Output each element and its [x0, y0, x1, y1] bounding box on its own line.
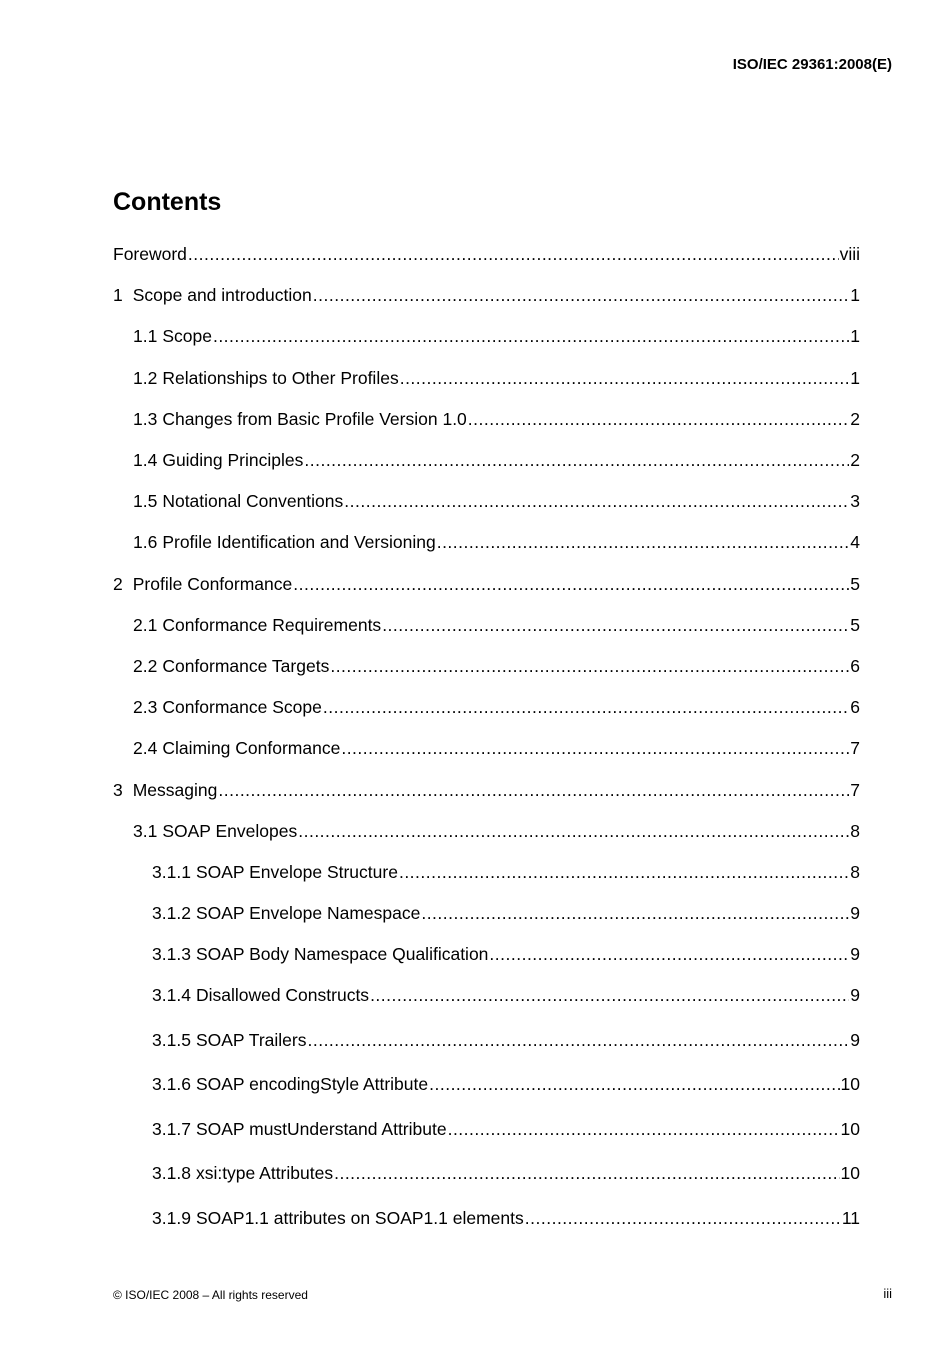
- toc-entry[interactable]: [113, 408, 860, 430]
- toc-dot-leader: [429, 1073, 839, 1095]
- toc-entry-title: Guiding Principles: [162, 450, 304, 470]
- toc-entry-page: 5: [850, 615, 860, 635]
- toc-entry-title: SOAP encodingStyle Attribute: [195, 1074, 429, 1094]
- toc-entry-title: Notational Conventions: [162, 491, 344, 511]
- toc-dot-leader: [525, 1207, 841, 1229]
- toc-entry-title: Conformance Scope: [162, 697, 322, 717]
- toc-entry[interactable]: [113, 737, 860, 759]
- toc-dot-leader: [437, 531, 850, 553]
- toc-entry-page: 10: [840, 1074, 860, 1094]
- toc-entry-number: 1.5: [133, 491, 158, 511]
- toc-dot-leader: [382, 614, 849, 636]
- toc-entry-page: 10: [840, 1163, 860, 1183]
- toc-entry[interactable]: [113, 449, 860, 471]
- toc-entry[interactable]: [113, 284, 860, 306]
- toc-entry-title: Claiming Conformance: [162, 738, 341, 758]
- toc-entry-page: 3: [850, 491, 860, 511]
- toc-dot-leader: [400, 367, 850, 389]
- toc-entry-title: Disallowed Constructs: [195, 985, 370, 1005]
- toc-entry[interactable]: [113, 902, 860, 924]
- toc-entry-number: 3.1.8: [152, 1163, 191, 1183]
- toc-entry-page: 9: [850, 1030, 860, 1050]
- toc-entry-page: 7: [850, 738, 860, 758]
- toc-entry[interactable]: [113, 1118, 860, 1140]
- toc-entry[interactable]: [113, 367, 860, 389]
- toc-dot-leader: [298, 820, 849, 842]
- footer-page-number: iii: [883, 1286, 892, 1301]
- toc-entry-page: 1: [850, 285, 860, 305]
- toc-entry-page: 1: [850, 326, 860, 346]
- toc-entry-page: 9: [850, 985, 860, 1005]
- toc-entry[interactable]: [113, 696, 860, 718]
- toc-entry-number: 2.2: [133, 656, 158, 676]
- toc-dot-leader: [448, 1118, 840, 1140]
- toc-entry-page: 11: [841, 1208, 860, 1228]
- toc-dot-leader: [313, 284, 850, 306]
- toc-entry-number: 2: [113, 574, 123, 594]
- toc-dot-leader: [468, 408, 849, 430]
- toc-dot-leader: [213, 325, 849, 347]
- toc-dot-leader: [341, 737, 849, 759]
- toc-entry-title: Scope and introduction: [132, 285, 312, 305]
- toc-dot-leader: [399, 861, 849, 883]
- toc-entry-number: 1: [113, 285, 123, 305]
- toc-dot-leader: [304, 449, 849, 471]
- toc-entry[interactable]: [113, 943, 860, 965]
- toc-dot-leader: [334, 1162, 839, 1184]
- toc-entry[interactable]: [113, 325, 860, 347]
- toc-entry-number: 3.1.9: [152, 1208, 191, 1228]
- toc-entry[interactable]: [113, 861, 860, 883]
- toc-entry-page: 5: [850, 574, 860, 594]
- toc-entry-page: 8: [850, 862, 860, 882]
- toc-dot-leader: [307, 1029, 849, 1051]
- toc-entry-title: SOAP1.1 attributes on SOAP1.1 elements: [195, 1208, 524, 1228]
- toc-dot-leader: [489, 943, 849, 965]
- toc-entry-title: Conformance Targets: [162, 656, 330, 676]
- toc-entry[interactable]: [113, 779, 860, 801]
- toc-entry-number: 3.1.7: [152, 1119, 191, 1139]
- toc-dot-leader: [330, 655, 849, 677]
- page-title: Contents: [113, 188, 222, 216]
- toc-entry-page: 4: [850, 532, 860, 552]
- toc-dot-leader: [218, 779, 849, 801]
- toc-entry-page: 9: [850, 944, 860, 964]
- toc-entry[interactable]: [113, 573, 860, 595]
- toc-entry-title: Profile Identification and Versioning: [162, 532, 436, 552]
- toc-entry-number: 2.1: [133, 615, 158, 635]
- toc-entry[interactable]: [113, 614, 860, 636]
- table-of-contents: [113, 0, 860, 1345]
- footer-copyright: © ISO/IEC 2008 – All rights reserved: [113, 1288, 308, 1302]
- toc-entry[interactable]: [113, 1162, 860, 1184]
- toc-entry-number: 2.3: [133, 697, 158, 717]
- toc-dot-leader: [370, 984, 849, 1006]
- toc-entry-title: Conformance Requirements: [162, 615, 382, 635]
- toc-entry-title: SOAP Envelopes: [162, 821, 298, 841]
- toc-entry-number: 3.1.6: [152, 1074, 191, 1094]
- toc-entry-page: 1: [850, 368, 860, 388]
- toc-entry-page: 2: [850, 450, 860, 470]
- toc-entry-page: 10: [840, 1119, 860, 1139]
- toc-entry[interactable]: [113, 243, 860, 265]
- toc-entry-page: 7: [850, 780, 860, 800]
- toc-entry-page: 6: [850, 697, 860, 717]
- toc-entry-title: SOAP Envelope Namespace: [195, 903, 421, 923]
- toc-dot-leader: [421, 902, 849, 924]
- toc-entry-title: Profile Conformance: [132, 574, 293, 594]
- toc-entry[interactable]: [113, 490, 860, 512]
- toc-entry[interactable]: [113, 531, 860, 553]
- toc-entry-title: SOAP Envelope Structure: [195, 862, 398, 882]
- toc-entry-number: 1.3: [133, 409, 158, 429]
- toc-entry[interactable]: [113, 984, 860, 1006]
- toc-entry-page: viii: [839, 244, 860, 264]
- document-id: ISO/IEC 29361:2008(E): [732, 56, 892, 73]
- toc-dot-leader: [323, 696, 849, 718]
- toc-entry[interactable]: [113, 1207, 860, 1229]
- toc-dot-leader: [188, 243, 839, 265]
- toc-entry-number: 3.1: [133, 821, 158, 841]
- toc-entry[interactable]: [113, 820, 860, 842]
- toc-entry-number: 2.4: [133, 738, 158, 758]
- toc-entry-number: 3.1.2: [152, 903, 191, 923]
- toc-entry[interactable]: [113, 1073, 860, 1095]
- toc-entry-title: SOAP Trailers: [195, 1030, 307, 1050]
- toc-entry-title: Foreword: [113, 244, 187, 264]
- toc-entry-number: 3.1.3: [152, 944, 191, 964]
- toc-entry-page: 8: [850, 821, 860, 841]
- toc-entry-title: SOAP Body Namespace Qualification: [195, 944, 489, 964]
- toc-entry-number: 1.6: [133, 532, 158, 552]
- toc-entry[interactable]: [113, 655, 860, 677]
- toc-entry-title: Relationships to Other Profiles: [162, 368, 399, 388]
- toc-entry-title: Messaging: [132, 780, 218, 800]
- toc-entry-number: 1.2: [133, 368, 158, 388]
- toc-entry[interactable]: [113, 1029, 860, 1051]
- toc-entry-number: 3.1.5: [152, 1030, 191, 1050]
- toc-entry-title: Scope: [162, 326, 212, 346]
- toc-entry-number: 3.1.4: [152, 985, 191, 1005]
- toc-dot-leader: [293, 573, 849, 595]
- toc-entry-title: SOAP mustUnderstand Attribute: [195, 1119, 447, 1139]
- toc-entry-number: 1.4: [133, 450, 158, 470]
- toc-entry-page: 6: [850, 656, 860, 676]
- toc-entry-title: xsi:type Attributes: [195, 1163, 334, 1183]
- toc-entry-page: 9: [850, 903, 860, 923]
- toc-entry-title: Changes from Basic Profile Version 1.0: [162, 409, 467, 429]
- toc-entry-page: 2: [850, 409, 860, 429]
- toc-entry-number: 1.1: [133, 326, 158, 346]
- toc-dot-leader: [344, 490, 849, 512]
- toc-entry-number: 3: [113, 780, 123, 800]
- toc-entry-number: 3.1.1: [152, 862, 191, 882]
